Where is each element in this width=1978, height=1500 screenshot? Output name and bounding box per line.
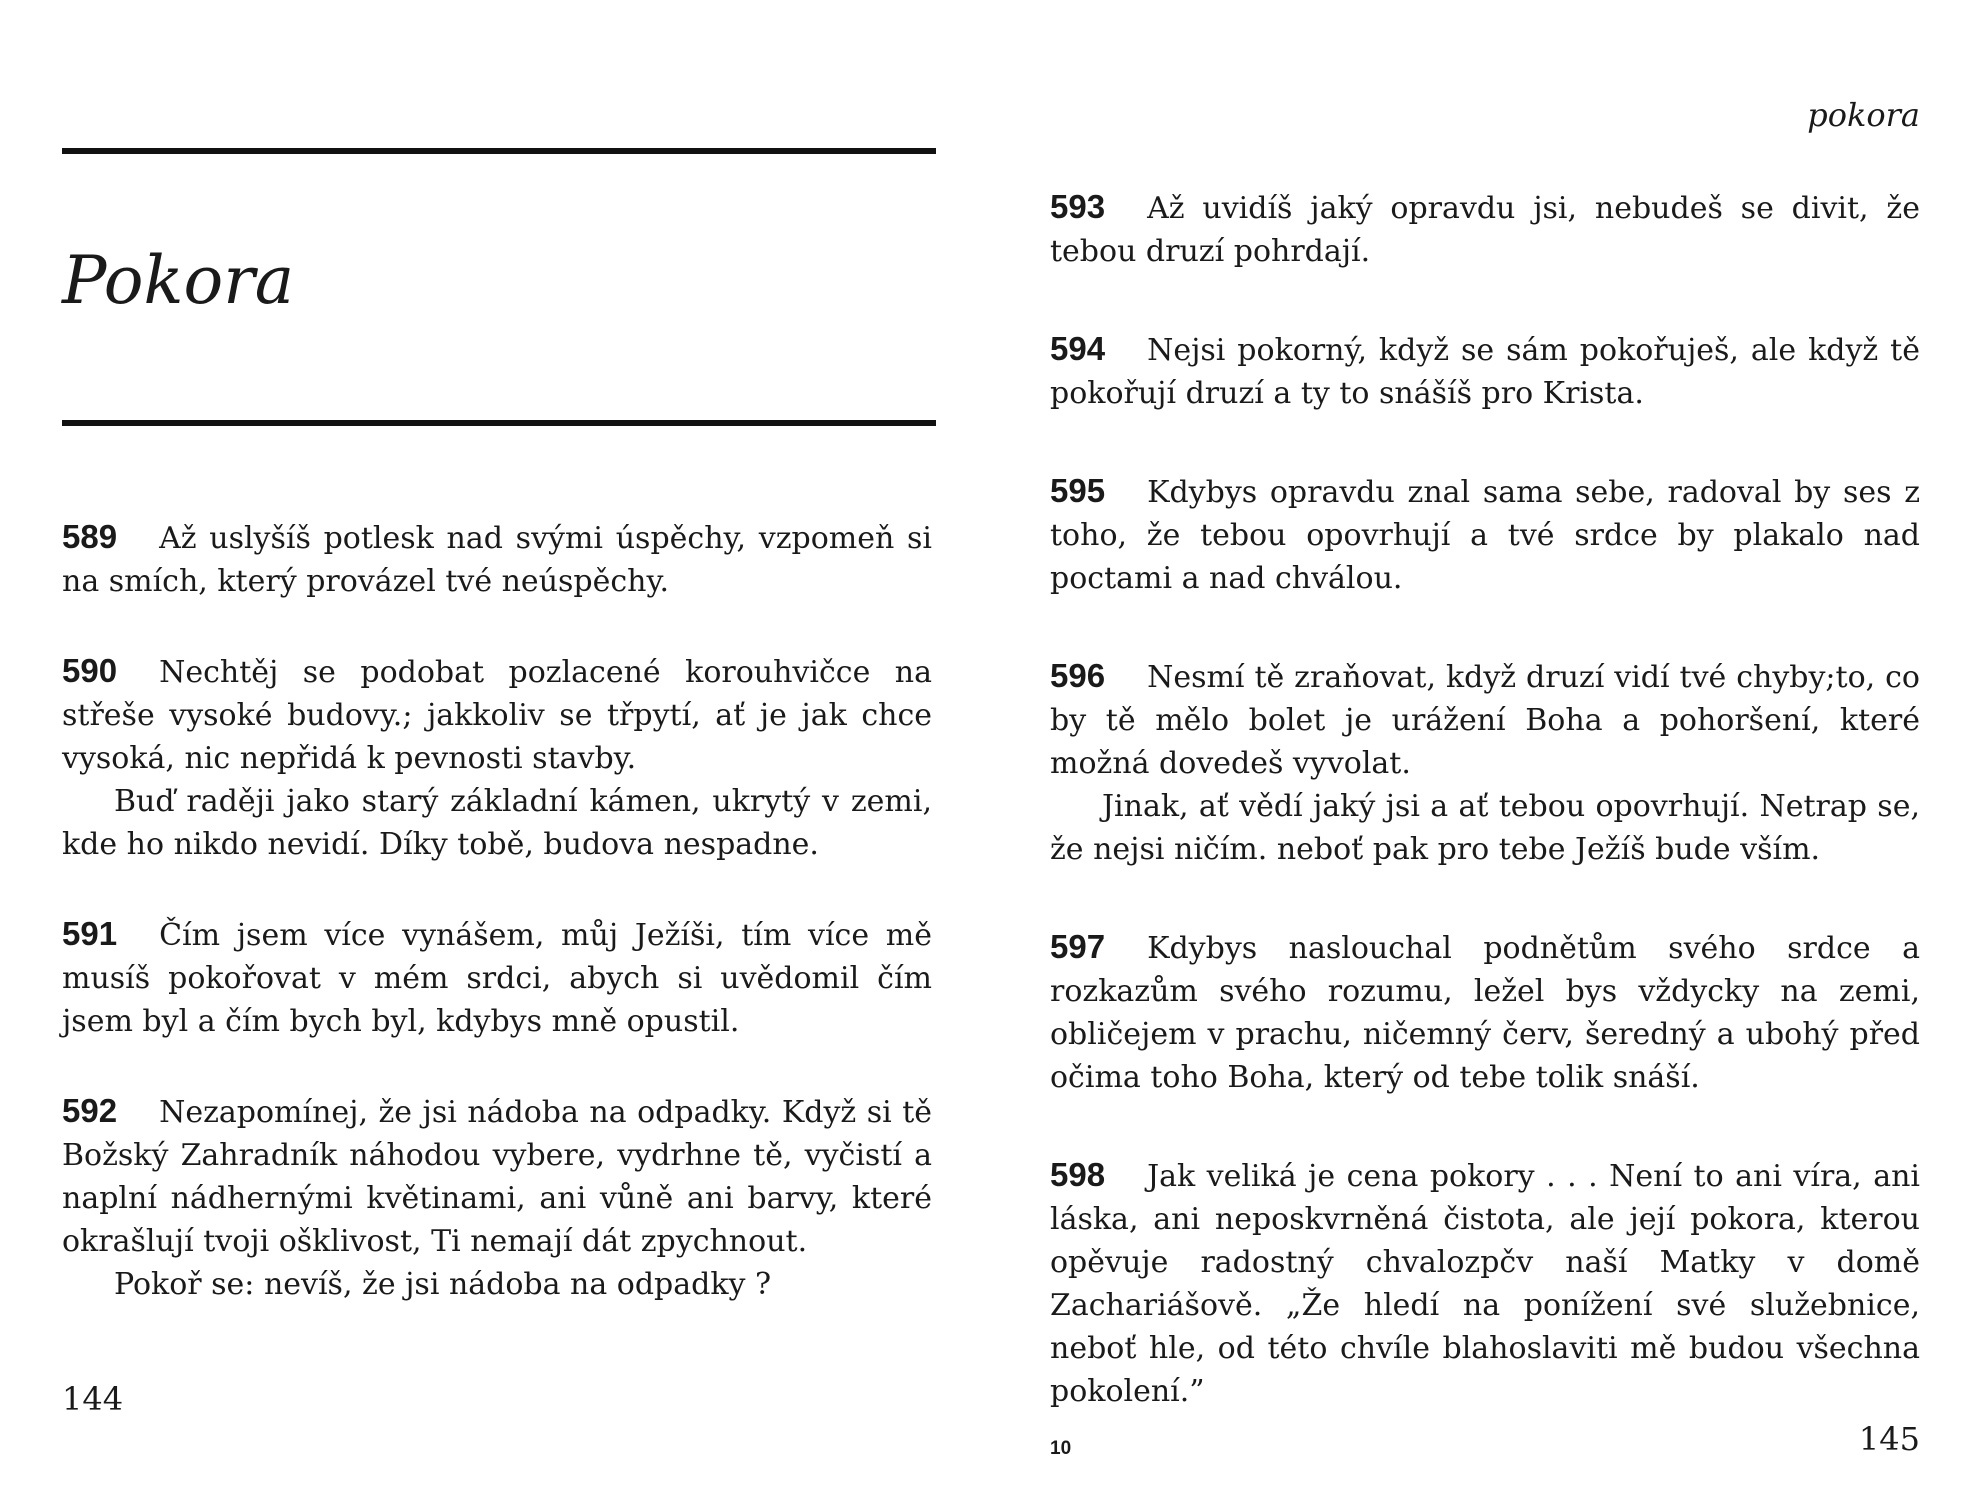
entry-paragraph <box>62 1089 932 1263</box>
entry-number: 594 <box>1050 330 1106 367</box>
entry-text: Až uvidíš jaký opravdu jsi, nebudeš se divit, že tebou druzí pohrdají. <box>1050 191 1920 269</box>
entry-text: Jak veliká je cena pokory . . . Není to ani víra, ani láska, ani neposkvrněná čistota, ale její pokora, kterou opěvuje radostný chvalozpčv naší Matky v domě Zachariášově. „Že hledí na ponížení své služebnice, neboť hle, od této chvíle blahoslaviti mě budou všechna pokolení.” <box>1050 1159 1920 1409</box>
entry-paragraph <box>1050 1153 1920 1413</box>
title-rule-bottom <box>62 420 936 426</box>
entry-text: Kdybys opravdu znal sama sebe, radoval by ses z toho, že tebou opovrhují a tvé srdce by plakalo nad poctami a nad chválou. <box>1050 475 1920 596</box>
entry-paragraph-continued: Jinak, ať vědí jaký jsi a ať tebou opovrhují. Netrap se, že nejsi ničím. neboť pak pro tebe Ježíš bude vším. <box>1050 789 1920 867</box>
entry-paragraph <box>62 649 932 780</box>
entry-number: 598 <box>1050 1156 1106 1193</box>
entry-text: Nejsi pokorný, když se sám pokořuješ, ale když tě pokořují druzí a ty to snášíš pro Krista. <box>1050 333 1920 411</box>
entry-paragraph <box>1050 654 1920 785</box>
entry-paragraph <box>1050 925 1920 1099</box>
entry-paragraph <box>1050 469 1920 600</box>
entry-text: Nesmí tě zraňovat, když druzí vidí tvé chyby;to, co by tě mělo bolet je urážení Boha a pohoršení, které možná dovedeš vyvolat. <box>1050 660 1920 781</box>
entry-number: 595 <box>1050 472 1106 509</box>
entry-paragraph-continued: Pokoř se: nevíš, že jsi nádoba na odpadky ? <box>114 1267 772 1302</box>
entry-590 <box>62 649 932 866</box>
entry-number: 589 <box>62 518 118 555</box>
entry-text: Kdybys naslouchal podnětům svého srdce a rozkazům svého rozumu, ležel bys vždycky na zemi, obličejem v prachu, ničemný červ, šeredný a ubohý před očima toho Boha, který od tebe tolik snáší. <box>1050 931 1920 1095</box>
entry-paragraph <box>1050 327 1920 415</box>
entry-paragraph <box>1050 185 1920 273</box>
entry-589 <box>62 515 932 603</box>
signature-mark: 10 <box>1050 1438 1072 1459</box>
left-text-column <box>62 515 932 1306</box>
entry-paragraph <box>62 912 932 1043</box>
entry-text: Čím jsem více vynášem, můj Ježíši, tím více mě musíš pokořovat v mém srdci, abych si uvědomil čím jsem byl a čím bych byl, kdybys mně opustil. <box>62 918 932 1039</box>
entry-596 <box>1050 654 1920 871</box>
entry-number: 597 <box>1050 928 1106 965</box>
right-page <box>990 0 1978 1500</box>
entry-594 <box>1050 327 1920 415</box>
entry-paragraph <box>62 515 932 603</box>
entry-598 <box>1050 1153 1920 1413</box>
entry-text: Nezapomínej, že jsi nádoba na odpadky. Když si tě Božský Zahradník náhodou vybere, vydrhne tě, vyčistí a naplní nádhernými květinami, ani vůně ani barvy, které okrašlují tvoji ošklivost, Ti nemají dát zpychnout. <box>62 1095 932 1259</box>
entry-number: 592 <box>62 1092 118 1129</box>
chapter-title: Pokora <box>62 242 295 319</box>
entry-paragraph-continued: Buď raději jako starý základní kámen, ukrytý v zemi, kde ho nikdo nevidí. Díky tobě, budova nespadne. <box>62 784 932 862</box>
right-text-column <box>1050 185 1920 1413</box>
page-number-right: 145 <box>1858 1420 1920 1458</box>
entry-591 <box>62 912 932 1043</box>
entry-number: 596 <box>1050 657 1106 694</box>
page-number-left: 144 <box>62 1380 124 1418</box>
entry-number: 591 <box>62 915 118 952</box>
entry-text: Nechtěj se podobat pozlacené korouhvičce na střeše vysoké budovy.; jakkoliv se třpytí, ať je jak chce vysoká, nic nepřidá k pevnosti stavby. <box>62 655 932 776</box>
entry-593 <box>1050 185 1920 273</box>
entry-597 <box>1050 925 1920 1099</box>
entry-592 <box>62 1089 932 1306</box>
entry-number: 593 <box>1050 188 1106 225</box>
entry-number: 590 <box>62 652 118 689</box>
title-rule-top <box>62 148 936 154</box>
entry-text: Až uslyšíš potlesk nad svými úspěchy, vzpomeň si na smích, který provázel tvé neúspěchy. <box>62 521 932 599</box>
entry-595 <box>1050 469 1920 600</box>
running-head: pokora <box>1807 96 1920 134</box>
